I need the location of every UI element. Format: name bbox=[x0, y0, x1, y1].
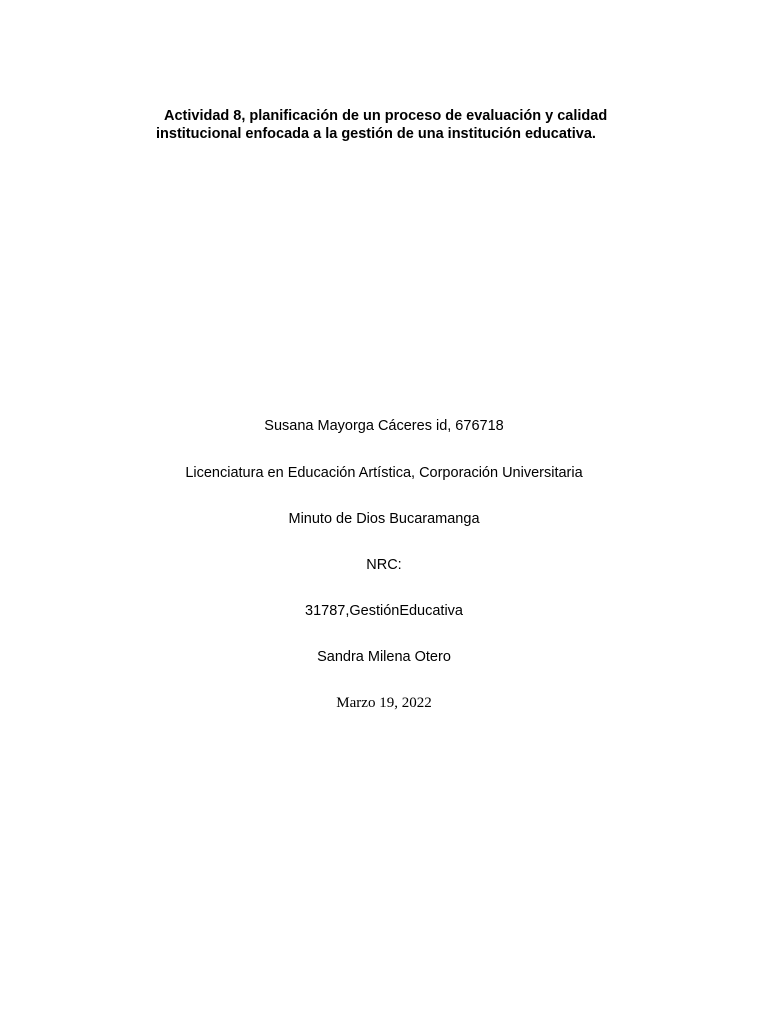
teacher-line: Sandra Milena Otero bbox=[317, 649, 451, 665]
program-line-1: Licenciatura en Educación Artística, Corporación Universitaria bbox=[185, 465, 583, 481]
program-line-2: Minuto de Dios Bucaramanga bbox=[288, 511, 480, 527]
document-title bbox=[150, 107, 630, 143]
title-line-1: Actividad 8, planificación de un proceso de evaluación y calidad bbox=[164, 108, 608, 124]
author-line: Susana Mayorga Cáceres id, 676718 bbox=[264, 418, 504, 434]
title-line-2: institucional enfocada a la gestión de una institución educativa. bbox=[156, 126, 596, 142]
date-line: Marzo 19, 2022 bbox=[336, 695, 432, 711]
nrc-label: NRC: bbox=[366, 557, 402, 573]
course-line: 31787,GestiónEducativa bbox=[305, 603, 463, 619]
